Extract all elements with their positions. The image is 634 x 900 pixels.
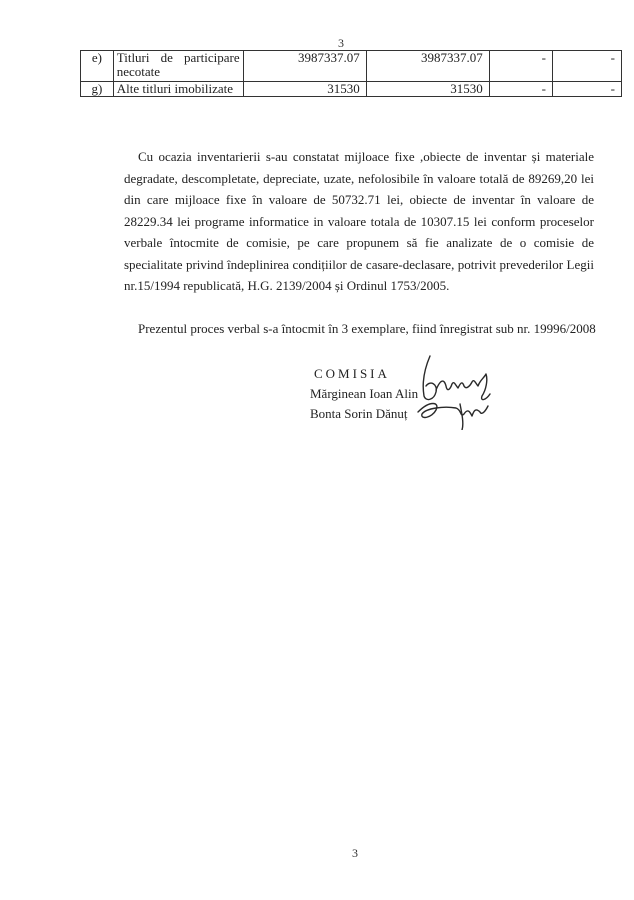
row-col-4: - bbox=[489, 82, 552, 97]
row-value-1: 3987337.07 bbox=[243, 51, 366, 82]
commission-member: Mărginean Ioan Alin bbox=[310, 386, 419, 401]
row-col-5: - bbox=[552, 51, 621, 82]
page-number-bottom: 3 bbox=[352, 846, 358, 860]
inventory-table bbox=[80, 50, 622, 97]
row-index: e) bbox=[81, 51, 114, 82]
row-index: g) bbox=[81, 82, 114, 97]
table-row bbox=[81, 51, 622, 82]
page-number-top: 3 bbox=[338, 36, 344, 50]
row-col-5: - bbox=[552, 82, 621, 97]
row-name: Alte titluri imobilizate bbox=[113, 82, 243, 97]
handwritten-signature bbox=[400, 350, 500, 430]
registration-paragraph: Prezentul proces verbal s-a întocmit în 3 exemplare, fiind înregistrat sub nr. 19996/2008 bbox=[138, 321, 596, 336]
row-value-2: 3987337.07 bbox=[366, 51, 489, 82]
inventory-findings-paragraph: Cu ocazia inventarierii s-au constatat mijloace fixe ,obiecte de inventar și materiale degradate, descompletate, depreciate, uzate, nefolosibile în valoare totală de 89269,20 lei din care mijloace fixe în valoare de 50732.71 lei, obiecte de inventar în valoare de 28229.34 lei programe informatice in valoare totala de 10307.15 lei conform proceselor verbale întocmite de comisie, pe care propunem să fie analizate de o comisie de specialitate privind îndeplinirea condițiilor de casare-declasare, potrivit prevederilor Legii nr.15/1994 republicată, H.G. 2139/2004 și Ordinul 1753/2005. bbox=[124, 149, 594, 293]
row-col-4: - bbox=[489, 51, 552, 82]
commission-member: Bonta Sorin Dănuț bbox=[310, 406, 408, 421]
table-row bbox=[81, 82, 622, 97]
commission-title: COMISIA bbox=[314, 366, 390, 381]
signature-stroke-upper bbox=[423, 356, 490, 400]
row-value-2: 31530 bbox=[366, 82, 489, 97]
signature-stroke-lower bbox=[418, 404, 488, 431]
row-name: Titluri de participare necotate bbox=[113, 51, 243, 82]
row-value-1: 31530 bbox=[243, 82, 366, 97]
